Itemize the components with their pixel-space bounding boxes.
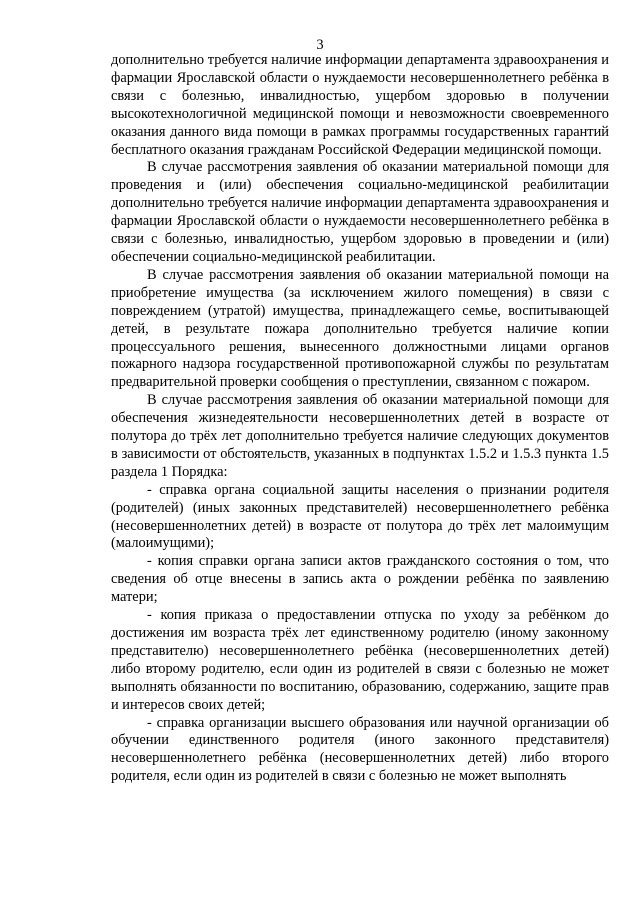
document-body [111,52,609,786]
list-item-parental-leave-order: - копия приказа о предоставлении отпуска по уходу за ребёнком до достижения им возраста трёх лет единственному родителю (иному законному представителю) несовершеннолетнего ребёнка (несовершеннолетних детей) либо второму родителю, если один из родителей в связи с болезнью не может выполнять обязанности по воспитанию, образованию, содержанию, защите прав и интересов своих детей; [111,607,609,713]
paragraph-young-children: В случае рассмотрения заявления об оказании материальной помощи для обеспечения жизнедеятельности несовершеннолетних детей в возрасте от полутора до трёх лет дополнительно требуется наличие следующих документов в зависимости от обстоятельств, указанных в подпунктах 1.5.2 и 1.5.3 пункта 1.5 раздела 1 Порядка: [111,392,609,480]
page-number: 3 [316,37,324,53]
list-item-civil-registry-certificate: - копия справки органа записи актов гражданского состояния о том, что сведения об отце внесены в запись акта о рождении ребёнка по заявлению матери; [111,553,609,606]
paragraph-continuation: дополнительно требуется наличие информации департамента здравоохранения и фармации Ярославской области о нуждаемости несовершеннолетнего ребёнка в связи с болезнью, инвалидностью, ущербом здоровью в получении высокотехнологичной медицинской помощи и невозможности своевременного оказания данного вида помощи в рамках программы государственных гарантий бесплатного оказания гражданам Российской Федерации медицинской помощи. [111,52,609,158]
list-item-education-certificate: - справка организации высшего образования или научной организации об обучении единственного родителя (иного законного представителя) несовершеннолетнего ребёнка (несовершеннолетних детей) либо второго родителя, если один из родителей в связи с болезнью не может выполнять [111,714,609,785]
list-item-low-income-certificate: - справка органа социальной защиты населения о признании родителя (родителей) (иных законных представителей) несовершеннолетнего ребёнка (несовершеннолетних детей) в возрасте от полутора до трёх лет малоимущим (малоимущими); [111,481,609,552]
paragraph-rehabilitation: В случае рассмотрения заявления об оказании материальной помощи для проведения и (или) обеспечения социально-медицинской реабилитации дополнительно требуется наличие информации департамента здравоохранения и фармации Ярославской области о нуждаемости несовершеннолетнего ребёнка в связи с болезнью, инвалидностью, ущербом здоровью в проведении и (или) обеспечении социально-медицинской реабилитации. [111,159,609,265]
paragraph-fire-damage: В случае рассмотрения заявления об оказании материальной помощи на приобретение имущества (за исключением жилого помещения) в связи с повреждением (утратой) имущества, принадлежащего семье, воспитывающей детей, в результате пожара дополнительно требуется наличие копии процессуального решения, вынесенного должностными лицами органов пожарного надзора государственной противопожарной службы по результатам предварительной проверки сообщения о преступлении, связанном с пожаром. [111,266,609,391]
